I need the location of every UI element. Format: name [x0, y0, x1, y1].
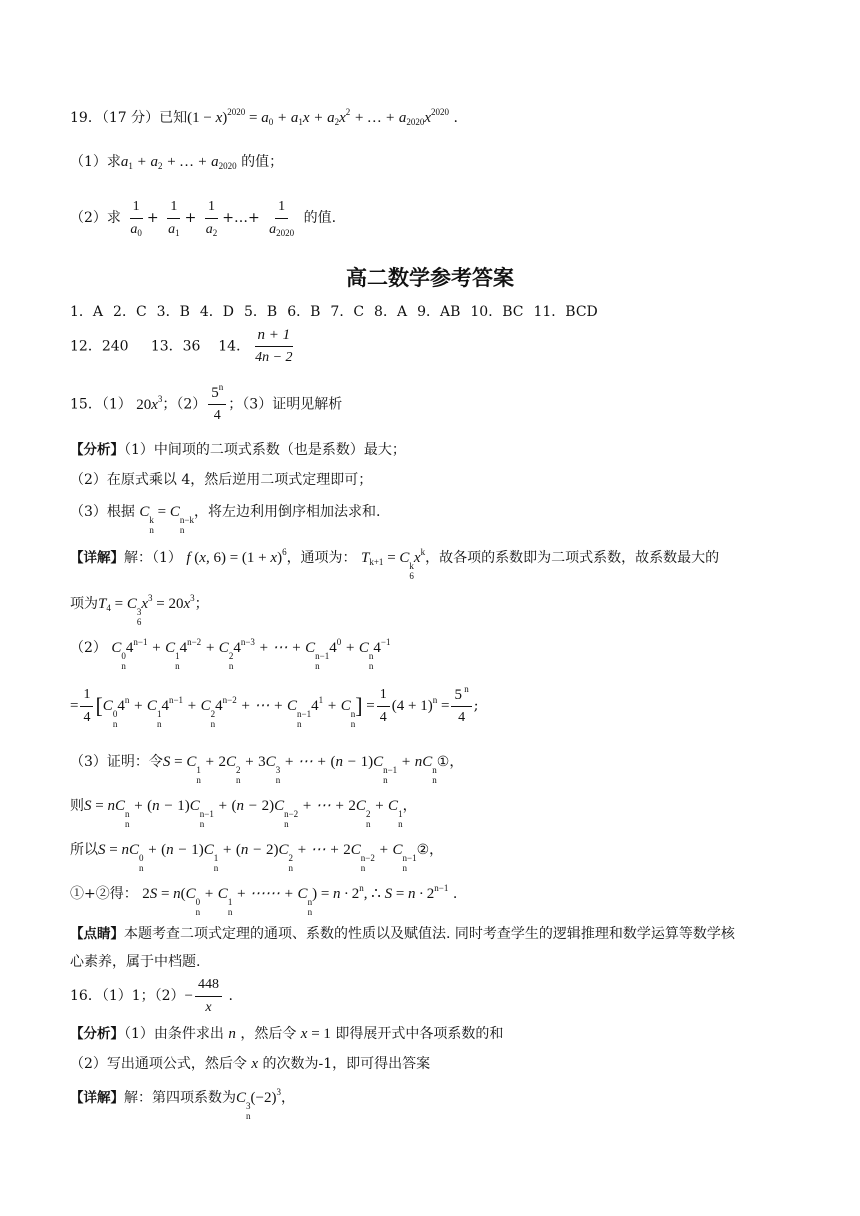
q15-part3-line2: 则S = nC n n + (n − 1)C n−1 n + (n − 2)C n−2 n + ⋯ + 2C 2 n + C 1 n ，: [70, 798, 417, 829]
q19-statement: 19．（17 分）已知$(1 - x)^{2020} = a_0 + a_1x + a_2x^2$ + … + $a_{2020}x^{2020}$ .: [70, 107, 458, 127]
q15-analysis-2: （2）在原式乘以 4，然后逆用二项式定理即可；: [70, 472, 373, 488]
q16-analysis-2: （2）写出通项公式，然后令 x 的次数为-1，即可得出答案: [70, 1056, 431, 1072]
q15-comment-1: 【点睛】本题考查二项式定理的通项、系数的性质以及赋值法. 同时考查学生的逻辑推理和数学运算等数学核: [70, 926, 735, 942]
q15-part3-line4: ①+②得： 2S = n(C 0 n + C 1 n + ⋯⋯ + C n n ) = $n \cdot 2^n$, ∴ $S = n \cdot 2^{n-1}$ .: [70, 883, 458, 917]
q15-part3-line3: 所以S = nC 0 n + (n − 1)C 1 n + (n − 2)C 2 n + ⋯ + 2C n−2 n + C n−1 n ②，: [70, 842, 444, 873]
q19-part1: （1）求$a_1 + a_2$ + … + $a_{2020}$ 的值；: [70, 154, 284, 171]
q15-analysis-3: （3）根据 C k n = C n−k n ，将左边利用倒序相加法求和.: [70, 504, 381, 535]
q16-answer: 16．（1）1；（2）− $\frac{448}{x}$ .: [70, 976, 233, 1015]
q15-detail-2: 项为$T_4 = C$ 3 6 $x^3 = 20x^3$；: [70, 593, 209, 627]
q15-detail-1: 【详解】解：（1） f (x, $6) = (1 + x)^6$，通项为： $T_{k+1} = C$ k 6 $x^k$，故各项的系数即为二项式系数，故系数最大的: [70, 547, 720, 581]
q16-detail: 【详解】解：第四项系数为C 3 n $(-2)^3$，: [70, 1087, 295, 1121]
q19-part2: （2）求 $\frac{1}{a_0}$ + $\frac{1}{a_1}$ + $\frac{1}{a_2}$ +…+ $\frac{1}{a_{2020}}$ 的值.: [70, 198, 337, 238]
q16-analysis-1: 【分析】（1）由条件求出 n ，然后令 x = 1 即得展开式中各项系数的和: [70, 1026, 504, 1042]
q15-part3-line1: （3）证明：令S = C 1 n + 2C 2 n + 3C 3 n + ⋯ + (n − 1)C n−1 n + nC n n ①，: [70, 754, 464, 785]
q15-comment-2: 心素养，属于中档题.: [70, 954, 201, 970]
q15-answer: 15．（1） $20x^3$；（2） $\frac{5^n}{4}$ ；（3）证明见解析: [70, 382, 343, 423]
page-title: 高二数学参考答案: [346, 266, 514, 290]
answers-row-1: 1．A 2．C 3．B 4．D 5．B 6．B 7．C 8．A 9．AB 10．BC 11．BCD: [70, 304, 598, 320]
q15-part2-line1: （2） C 0 n $4^{n-1} + C$ 1 n $4^{n-2} + C$ 2 n $4^{n-3}$ + ⋯ + C n−1 n $4^0 + C$ n n $4^{-1}$: [70, 637, 391, 671]
answers-row-2: 12．240 13．36 14． $\frac{n + 1}{4n - 2}$: [70, 327, 293, 365]
q15-part2-line2: = $\frac{1}{4}$ [C 0 n $4^n + C$ 1 n $4^{n-1} + C$ 2 n $4^{n-2}$ + ⋯ + C n−1 n $4^1 + C$ n n ] = $\frac{1}{4}$ $(4 + 1)^n$ = $\frac{5 ^n}{4}$ ;: [70, 683, 479, 729]
q15-analysis-1: 【分析】（1）中间项的二项式系数（也是系数）最大；: [70, 442, 406, 458]
